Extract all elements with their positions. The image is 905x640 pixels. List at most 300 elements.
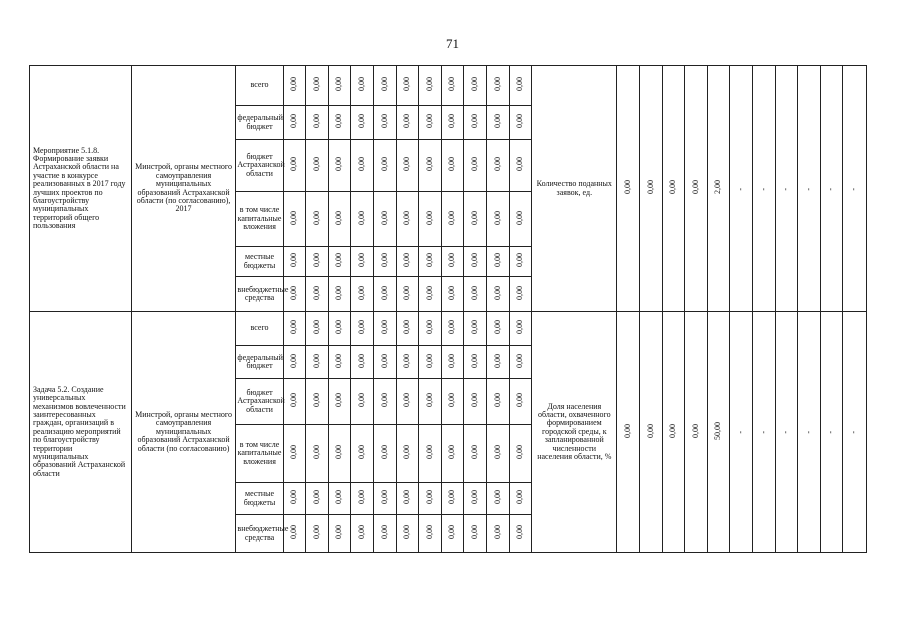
- funding-value: 0,00: [424, 210, 434, 225]
- funding-value: 0,00: [334, 445, 344, 460]
- funding-value: 0,00: [357, 320, 367, 335]
- funding-value-cell: [419, 312, 442, 346]
- funding-value: 0,00: [470, 353, 479, 368]
- funding-value-cell: [351, 106, 374, 140]
- funding-value: 0,00: [492, 445, 502, 460]
- funding-value-cell: [441, 277, 464, 312]
- budget-table: [29, 65, 867, 553]
- funding-value: 0,00: [492, 320, 502, 335]
- funding-value: 0,00: [334, 157, 344, 172]
- funding-value: 0,00: [515, 285, 525, 300]
- funding-value-cell: [487, 106, 510, 140]
- funding-value: 0,00: [447, 353, 457, 368]
- funding-value-cell: [441, 66, 464, 106]
- indicator-value: 50,00: [713, 421, 723, 440]
- funding-value: 0,00: [424, 285, 434, 300]
- funding-value: 0,00: [334, 320, 344, 335]
- funding-value-cell: [283, 66, 306, 106]
- funding-value-cell: [441, 140, 464, 192]
- funding-value-cell: [306, 379, 329, 425]
- funding-value-cell: [419, 106, 442, 140]
- funding-value-cell: [328, 379, 351, 425]
- funding-value-cell: [306, 346, 329, 379]
- indicator-value: 0,00: [645, 423, 655, 438]
- funding-value: 0,00: [311, 77, 321, 92]
- funding-value: 0,00: [379, 253, 389, 268]
- funding-value-cell: [328, 140, 351, 192]
- funding-value: 0,00: [334, 525, 344, 540]
- indicator-value: 0,00: [645, 180, 655, 195]
- funding-value: 0,00: [311, 253, 321, 268]
- executor-cell: Минстрой, органы местного самоуправления муниципальных образований Астраханской области (по согласованию): [131, 312, 236, 553]
- indicator-value: 0,00: [690, 423, 700, 438]
- funding-value-cell: [509, 346, 532, 379]
- funding-value-cell: [374, 379, 397, 425]
- funding-value: 0,00: [492, 285, 502, 300]
- funding-value: 0,00: [492, 114, 502, 129]
- funding-value: 0,00: [289, 77, 299, 92]
- funding-value: 0,00: [492, 525, 502, 540]
- funding-value-cell: [328, 247, 351, 277]
- funding-value-cell: [396, 140, 419, 192]
- indicator-value-cell: [640, 66, 663, 312]
- indicator-value: 2,00: [713, 180, 723, 195]
- funding-value: 0,00: [311, 320, 321, 335]
- funding-value: 0,00: [424, 253, 434, 268]
- funding-value: 0,00: [311, 445, 321, 460]
- funding-value-cell: [419, 425, 442, 483]
- funding-value-cell: [328, 106, 351, 140]
- indicator-name: Доля населения области, охваченного формированием городской среды, к запланированной численности населения области, %: [532, 312, 617, 553]
- funding-value-cell: [464, 346, 487, 379]
- funding-value: 0,00: [334, 353, 344, 368]
- indicator-value: -: [849, 187, 859, 191]
- indicator-value-cell: [820, 66, 843, 312]
- indicator-value-cell: [775, 312, 798, 553]
- funding-value-cell: [283, 277, 306, 312]
- funding-value-cell: [283, 346, 306, 379]
- indicator-value-cell: [662, 66, 685, 312]
- indicator-value: -: [803, 431, 813, 434]
- funding-value-cell: [328, 192, 351, 247]
- funding-value-cell: [374, 483, 397, 515]
- funding-value-cell: [487, 66, 510, 106]
- funding-value-cell: [464, 379, 487, 425]
- funding-value-cell: [374, 312, 397, 346]
- funding-value: 0,00: [311, 490, 321, 505]
- funding-value: 0,00: [311, 393, 321, 408]
- funding-source-label: федеральный бюджет: [236, 106, 283, 140]
- funding-value: 0,00: [289, 445, 299, 460]
- funding-value: 0,00: [447, 393, 457, 408]
- funding-value-cell: [306, 425, 329, 483]
- funding-value: 0,00: [515, 490, 525, 505]
- funding-source-label: всего: [236, 312, 283, 346]
- funding-value: 0,00: [289, 490, 299, 505]
- funding-value: 0,00: [357, 525, 367, 540]
- indicator-value-cell: [798, 312, 821, 553]
- funding-value-cell: [487, 379, 510, 425]
- funding-value-cell: [441, 515, 464, 553]
- funding-value: 0,00: [470, 393, 479, 408]
- funding-value-cell: [306, 247, 329, 277]
- funding-value: 0,00: [470, 157, 479, 172]
- funding-value-cell: [419, 346, 442, 379]
- funding-source-label: бюджет Астраханской области: [236, 379, 283, 425]
- funding-value: 0,00: [289, 353, 299, 368]
- indicator-value: 0,00: [623, 180, 633, 195]
- funding-value-cell: [487, 425, 510, 483]
- funding-value-cell: [351, 312, 374, 346]
- funding-value: 0,00: [470, 253, 479, 268]
- funding-value-cell: [351, 66, 374, 106]
- funding-value-cell: [374, 106, 397, 140]
- funding-value: 0,00: [311, 210, 321, 225]
- source-row: [30, 66, 867, 106]
- funding-value-cell: [283, 425, 306, 483]
- funding-value: 0,00: [357, 445, 367, 460]
- funding-value-cell: [441, 106, 464, 140]
- funding-value: 0,00: [357, 114, 367, 129]
- funding-source-label: внебюджетные средства: [236, 515, 283, 553]
- funding-value: 0,00: [402, 285, 412, 300]
- funding-value-cell: [306, 140, 329, 192]
- indicator-value-cell: [752, 312, 775, 553]
- funding-value-cell: [396, 425, 419, 483]
- funding-value: 0,00: [402, 320, 412, 335]
- funding-value-cell: [396, 515, 419, 553]
- funding-value-cell: [441, 247, 464, 277]
- funding-value-cell: [306, 312, 329, 346]
- funding-source-label: в том числе капитальные вложения: [236, 425, 283, 483]
- funding-value-cell: [306, 106, 329, 140]
- indicator-value-cell: [685, 312, 708, 553]
- funding-value: 0,00: [515, 210, 525, 225]
- funding-value-cell: [419, 66, 442, 106]
- funding-value: 0,00: [379, 114, 389, 129]
- funding-value: 0,00: [492, 210, 502, 225]
- funding-value-cell: [374, 425, 397, 483]
- indicator-value: 0,00: [623, 423, 633, 438]
- funding-value-cell: [283, 247, 306, 277]
- funding-value-cell: [509, 483, 532, 515]
- funding-value: 0,00: [379, 393, 389, 408]
- funding-value-cell: [441, 346, 464, 379]
- funding-value: 0,00: [515, 320, 525, 335]
- funding-value: 0,00: [515, 77, 525, 92]
- funding-value: 0,00: [334, 490, 344, 505]
- indicator-value-cell: [730, 66, 753, 312]
- funding-value: 0,00: [470, 285, 479, 300]
- funding-value: 0,00: [402, 114, 412, 129]
- funding-value-cell: [464, 106, 487, 140]
- funding-value-cell: [396, 483, 419, 515]
- funding-value-cell: [487, 483, 510, 515]
- funding-value: 0,00: [334, 210, 344, 225]
- funding-value: 0,00: [334, 253, 344, 268]
- funding-value-cell: [283, 379, 306, 425]
- funding-value-cell: [509, 140, 532, 192]
- funding-value-cell: [351, 425, 374, 483]
- funding-value-cell: [464, 192, 487, 247]
- funding-value-cell: [328, 66, 351, 106]
- indicator-value-cell: [707, 66, 730, 312]
- funding-value-cell: [464, 247, 487, 277]
- funding-value-cell: [487, 515, 510, 553]
- indicator-value-cell: [685, 66, 708, 312]
- funding-value-cell: [351, 140, 374, 192]
- funding-value: 0,00: [424, 114, 434, 129]
- funding-value: 0,00: [289, 210, 299, 225]
- funding-value: 0,00: [311, 353, 321, 368]
- funding-value: 0,00: [402, 525, 412, 540]
- funding-value-cell: [328, 277, 351, 312]
- funding-value: 0,00: [289, 525, 299, 540]
- funding-value-cell: [328, 483, 351, 515]
- funding-value-cell: [374, 66, 397, 106]
- funding-value: 0,00: [515, 157, 525, 172]
- funding-value-cell: [283, 192, 306, 247]
- executor-cell: Минстрой, органы местного самоуправления муниципальных образований Астраханской области (по согласованию), 2017: [131, 66, 236, 312]
- funding-value-cell: [487, 312, 510, 346]
- funding-value-cell: [509, 379, 532, 425]
- funding-value-cell: [419, 140, 442, 192]
- funding-value-cell: [509, 515, 532, 553]
- funding-value: 0,00: [311, 285, 321, 300]
- funding-value: 0,00: [515, 445, 525, 460]
- funding-value: 0,00: [379, 77, 389, 92]
- indicator-value: 0,00: [668, 180, 678, 195]
- funding-value-cell: [351, 346, 374, 379]
- funding-value: 0,00: [447, 157, 457, 172]
- funding-value: 0,00: [311, 525, 321, 540]
- funding-value: 0,00: [357, 253, 367, 268]
- funding-value-cell: [464, 66, 487, 106]
- funding-value: 0,00: [379, 445, 389, 460]
- funding-value: 0,00: [379, 353, 389, 368]
- funding-value: 0,00: [492, 353, 502, 368]
- funding-value-cell: [396, 277, 419, 312]
- funding-value: 0,00: [357, 393, 367, 408]
- funding-value-cell: [441, 425, 464, 483]
- funding-value-cell: [464, 277, 487, 312]
- funding-value: 0,00: [447, 320, 457, 335]
- indicator-value: -: [758, 431, 768, 434]
- funding-value-cell: [283, 106, 306, 140]
- funding-value: 0,00: [402, 353, 412, 368]
- funding-value-cell: [328, 312, 351, 346]
- funding-value-cell: [351, 277, 374, 312]
- funding-source-label: федеральный бюджет: [236, 346, 283, 379]
- measure-description: Мероприятие 5.1.8. Формирование заявки Астраханской области на участие в конкурсе реализованных в 2017 году лучших проектов по благоустройству муниципальных территорий общего пользования: [30, 66, 132, 312]
- funding-value: 0,00: [424, 525, 434, 540]
- funding-value: 0,00: [492, 157, 502, 172]
- indicator-value: -: [758, 187, 768, 191]
- funding-value: 0,00: [357, 353, 367, 368]
- funding-value: 0,00: [515, 353, 525, 368]
- funding-value-cell: [509, 247, 532, 277]
- funding-value: 0,00: [334, 393, 344, 408]
- funding-value-cell: [464, 140, 487, 192]
- funding-value-cell: [396, 312, 419, 346]
- funding-value: 0,00: [357, 77, 367, 92]
- funding-value-cell: [509, 106, 532, 140]
- funding-value-cell: [509, 425, 532, 483]
- funding-value-cell: [441, 192, 464, 247]
- funding-value-cell: [374, 346, 397, 379]
- funding-value-cell: [374, 140, 397, 192]
- funding-value: 0,00: [379, 210, 389, 225]
- funding-source-label: местные бюджеты: [236, 483, 283, 515]
- funding-value: 0,00: [402, 393, 412, 408]
- indicator-value: -: [826, 187, 836, 191]
- funding-value: 0,00: [515, 253, 525, 268]
- indicator-value-cell: [843, 66, 867, 312]
- indicator-value-cell: [617, 312, 640, 553]
- funding-value: 0,00: [424, 320, 434, 335]
- funding-value: 0,00: [379, 285, 389, 300]
- funding-value-cell: [374, 515, 397, 553]
- source-row: [30, 312, 867, 346]
- funding-value: 0,00: [289, 114, 299, 129]
- funding-value: 0,00: [424, 353, 434, 368]
- funding-value: 0,00: [424, 445, 434, 460]
- funding-value: 0,00: [402, 210, 412, 225]
- funding-value-cell: [396, 66, 419, 106]
- funding-value: 0,00: [357, 490, 367, 505]
- funding-value-cell: [396, 346, 419, 379]
- funding-value: 0,00: [379, 320, 389, 335]
- indicator-value-cell: [617, 66, 640, 312]
- funding-value: 0,00: [402, 157, 412, 172]
- funding-value-cell: [283, 483, 306, 515]
- funding-value: 0,00: [447, 525, 457, 540]
- funding-source-label: внебюджетные средства: [236, 277, 283, 312]
- funding-value-cell: [441, 483, 464, 515]
- funding-value: 0,00: [402, 445, 412, 460]
- funding-value: 0,00: [492, 490, 502, 505]
- funding-value-cell: [419, 483, 442, 515]
- funding-value: 0,00: [334, 285, 344, 300]
- funding-value-cell: [509, 192, 532, 247]
- funding-value: 0,00: [515, 114, 525, 129]
- funding-value: 0,00: [447, 445, 457, 460]
- funding-value: 0,00: [334, 77, 344, 92]
- funding-value: 0,00: [289, 253, 299, 268]
- funding-source-label: местные бюджеты: [236, 247, 283, 277]
- indicator-value: -: [849, 431, 859, 434]
- funding-value-cell: [419, 515, 442, 553]
- funding-value: 0,00: [447, 210, 457, 225]
- funding-value-cell: [328, 425, 351, 483]
- indicator-value-cell: [752, 66, 775, 312]
- indicator-value: -: [735, 187, 745, 191]
- funding-value-cell: [306, 66, 329, 106]
- funding-value-cell: [419, 379, 442, 425]
- funding-value: 0,00: [447, 253, 457, 268]
- indicator-value-cell: [775, 66, 798, 312]
- funding-value-cell: [374, 192, 397, 247]
- funding-value-cell: [487, 140, 510, 192]
- funding-source-label: бюджет Астраханской области: [236, 140, 283, 192]
- funding-value-cell: [328, 346, 351, 379]
- funding-value-cell: [509, 66, 532, 106]
- funding-value: 0,00: [402, 253, 412, 268]
- funding-value: 0,00: [379, 490, 389, 505]
- funding-source-label: всего: [236, 66, 283, 106]
- indicator-value-cell: [843, 312, 867, 553]
- funding-value: 0,00: [470, 114, 479, 129]
- funding-value: 0,00: [289, 320, 299, 335]
- funding-value-cell: [419, 247, 442, 277]
- funding-value-cell: [487, 192, 510, 247]
- funding-value: 0,00: [424, 393, 434, 408]
- indicator-value: -: [803, 187, 813, 191]
- funding-value-cell: [464, 312, 487, 346]
- indicator-value-cell: [640, 312, 663, 553]
- funding-value-cell: [306, 483, 329, 515]
- funding-value-cell: [487, 247, 510, 277]
- funding-value: 0,00: [402, 490, 412, 505]
- funding-value: 0,00: [311, 114, 321, 129]
- funding-value: 0,00: [447, 285, 457, 300]
- funding-value: 0,00: [379, 157, 389, 172]
- indicator-value-cell: [730, 312, 753, 553]
- funding-value-cell: [374, 247, 397, 277]
- funding-value: 0,00: [447, 114, 457, 129]
- measure-description: Задача 5.2. Создание универсальных механизмов вовлеченности заинтересованных граждан, организаций в реализацию мероприятий по благоустройству территории муниципальных образований Астраханской области: [30, 312, 132, 553]
- funding-value: 0,00: [515, 525, 525, 540]
- funding-value-cell: [487, 346, 510, 379]
- indicator-value-cell: [798, 66, 821, 312]
- indicator-value: 0,00: [690, 180, 700, 195]
- funding-value-cell: [283, 312, 306, 346]
- funding-value-cell: [509, 312, 532, 346]
- funding-value: 0,00: [334, 114, 344, 129]
- indicator-value-cell: [707, 312, 730, 553]
- funding-value: 0,00: [311, 157, 321, 172]
- funding-value: 0,00: [357, 157, 367, 172]
- funding-value: 0,00: [515, 393, 525, 408]
- funding-value-cell: [464, 483, 487, 515]
- funding-value: 0,00: [357, 285, 367, 300]
- indicator-value: -: [735, 431, 745, 434]
- funding-value: 0,00: [470, 445, 479, 460]
- funding-value-cell: [441, 312, 464, 346]
- funding-value: 0,00: [424, 490, 434, 505]
- funding-value: 0,00: [289, 285, 299, 300]
- funding-value-cell: [419, 192, 442, 247]
- funding-value-cell: [351, 483, 374, 515]
- indicator-name: Количество поданных заявок, ед.: [532, 66, 617, 312]
- indicator-value: 0,00: [668, 423, 678, 438]
- funding-value-cell: [328, 515, 351, 553]
- funding-value: 0,00: [470, 525, 479, 540]
- funding-value: 0,00: [470, 320, 479, 335]
- funding-value-cell: [396, 192, 419, 247]
- funding-value: 0,00: [470, 490, 479, 505]
- funding-value-cell: [351, 247, 374, 277]
- funding-value-cell: [441, 379, 464, 425]
- funding-value-cell: [351, 192, 374, 247]
- indicator-value-cell: [820, 312, 843, 553]
- funding-source-label: в том числе капитальные вложения: [236, 192, 283, 247]
- funding-value-cell: [396, 247, 419, 277]
- funding-value-cell: [306, 515, 329, 553]
- funding-value: 0,00: [289, 157, 299, 172]
- funding-value-cell: [374, 277, 397, 312]
- funding-value-cell: [306, 277, 329, 312]
